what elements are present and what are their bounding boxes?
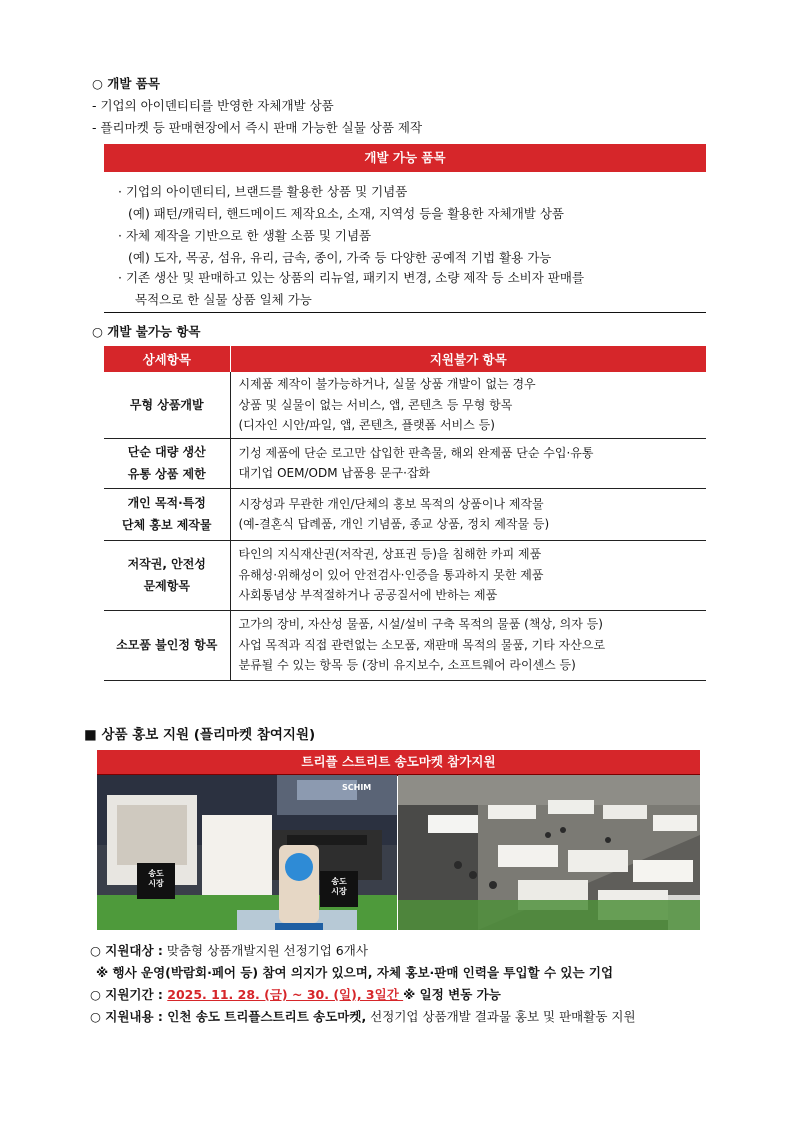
table-row	[104, 372, 706, 438]
not-allowed-heading: ○ 개발 불가능 항목	[92, 324, 201, 339]
market-photo-right	[398, 775, 700, 930]
row-description	[230, 610, 706, 680]
row-label: 무형 상품개발	[104, 372, 230, 438]
allowed-line-4: (예) 도자, 목공, 섬유, 유리, 금속, 종이, 가죽 등 다양한 공예적 기법 활용 가능	[128, 250, 552, 265]
promo-heading: ■ 상품 홍보 지원 (플리마켓 참여지원)	[84, 727, 316, 743]
market-sign-left: 송도 시장	[148, 869, 164, 888]
market-booth-illustration	[97, 775, 397, 930]
table-row	[104, 438, 706, 488]
table-row	[104, 610, 706, 680]
support-target-value: 맞춤형 상품개발지원 선정기업 6개사	[162, 943, 368, 958]
row-line: 분류될 수 있는 항목 등 (장비 유지보수, 소프트웨어 라이센스 등)	[238, 658, 576, 673]
allowed-line-1: · 기업의 아이덴티티, 브랜드를 활용한 상품 및 기념품	[118, 184, 408, 199]
market-sign-right: 송도 시장	[331, 877, 347, 896]
support-content-value: 선정기업 상품개발 결과물 홍보 및 판매활동 지원	[366, 1009, 636, 1024]
row-label: 저작권, 안전성 문제항목	[104, 540, 230, 610]
support-period	[90, 985, 501, 1003]
store-sign: SCHIM	[342, 783, 372, 792]
allowed-line-3: · 자체 제작을 기반으로 한 생활 소품 및 기념품	[118, 228, 372, 243]
row-line: 사업 목적과 직접 관련없는 소모품, 재판매 목적의 물품, 기타 자산으로	[238, 637, 606, 652]
not-allowed-table	[104, 346, 706, 681]
row-line: 사회통념상 부적절하거나 공공질서에 반하는 제품	[238, 588, 498, 603]
row-line: 유해성·위해성이 있어 안전검사·인증을 통과하지 못한 제품	[238, 567, 544, 582]
dev-items-bullet-1: - 기업의 아이덴티티를 반영한 자체개발 상품	[92, 98, 334, 113]
row-line: 기성 제품에 단순 로고만 삽입한 판촉물, 해외 완제품 단순 수입·유통	[238, 445, 594, 460]
allowed-line-2: (예) 패턴/캐릭터, 핸드메이드 제작요소, 소재, 지역성 등을 활용한 자체개발 상품	[128, 206, 564, 221]
row-description	[230, 488, 706, 540]
row-label: 소모품 불인정 항목	[104, 610, 230, 680]
row-line: 상품 및 실물이 없는 서비스, 앱, 콘텐츠 등 무형 항목	[238, 397, 513, 412]
row-line: 고가의 장비, 자산성 물품, 시설/설비 구축 목적의 물품 (책상, 의자 등)	[238, 617, 603, 632]
row-description	[230, 438, 706, 488]
allowed-line-5: · 기존 생산 및 판매하고 있는 상품의 리뉴얼, 패키지 변경, 소량 제작 등 소비자 판매를	[118, 270, 585, 285]
row-label: 개인 목적·특정 단체 홍보 제작물	[104, 488, 230, 540]
row-description	[230, 540, 706, 610]
market-tents-illustration	[398, 775, 700, 930]
support-period-value: 2025. 11. 28. (금) ~ 30. (일), 3일간	[167, 987, 404, 1002]
support-content	[90, 1007, 636, 1025]
support-target-note: ※ 행사 운영(박람회·페어 등) 참여 의지가 있으며, 자체 홍보·판매 인력을 투입할 수 있는 기업	[96, 965, 614, 980]
support-target-label: ○ 지원대상 :	[90, 943, 163, 958]
support-period-label: ○ 지원기간 :	[90, 987, 168, 1002]
allowed-items-title-bar: 개발 가능 품목	[104, 144, 706, 172]
support-target	[90, 941, 368, 959]
allowed-box-bottom-rule	[104, 312, 706, 313]
support-content-label: ○ 지원내용 : 인천 송도 트리플스트리트 송도마켓,	[90, 1009, 367, 1024]
row-line: (예-결혼식 답례품, 개인 기념품, 종교 상품, 정치 제작물 등)	[238, 517, 550, 531]
table-row	[104, 488, 706, 540]
table-row	[104, 540, 706, 610]
row-line: 대기업 OEM/ODM 납품용 문구·잡화	[238, 466, 431, 480]
support-period-note: ※ 일정 변동 가능	[403, 987, 501, 1002]
promo-banner: 트리플 스트리트 송도마켓 참가지원	[97, 750, 700, 776]
row-line: (디자인 시안/파일, 앱, 콘텐츠, 플랫폼 서비스 등)	[238, 418, 495, 432]
market-photo-left	[97, 775, 397, 930]
allowed-line-6: 목적으로 한 실물 상품 일체 가능	[135, 292, 312, 307]
row-line: 타인의 지식재산권(저작권, 상표권 등)을 침해한 카피 제품	[238, 547, 542, 562]
row-description	[230, 372, 706, 438]
dev-items-bullet-2: - 플리마켓 등 판매현장에서 즉시 판매 가능한 실물 상품 제작	[92, 120, 423, 135]
row-line: 시장성과 무관한 개인/단체의 홍보 목적의 상품이나 제작물	[238, 496, 544, 511]
dev-items-heading: ○ 개발 품목	[92, 76, 160, 91]
row-line: 시제품 제작이 불가능하거나, 실물 상품 개발이 없는 경우	[238, 377, 536, 391]
table-header-not-supported: 지원불가 항목	[230, 346, 706, 372]
row-label: 단순 대량 생산 유통 상품 제한	[104, 438, 230, 488]
table-header-detail: 상세항목	[104, 346, 230, 372]
